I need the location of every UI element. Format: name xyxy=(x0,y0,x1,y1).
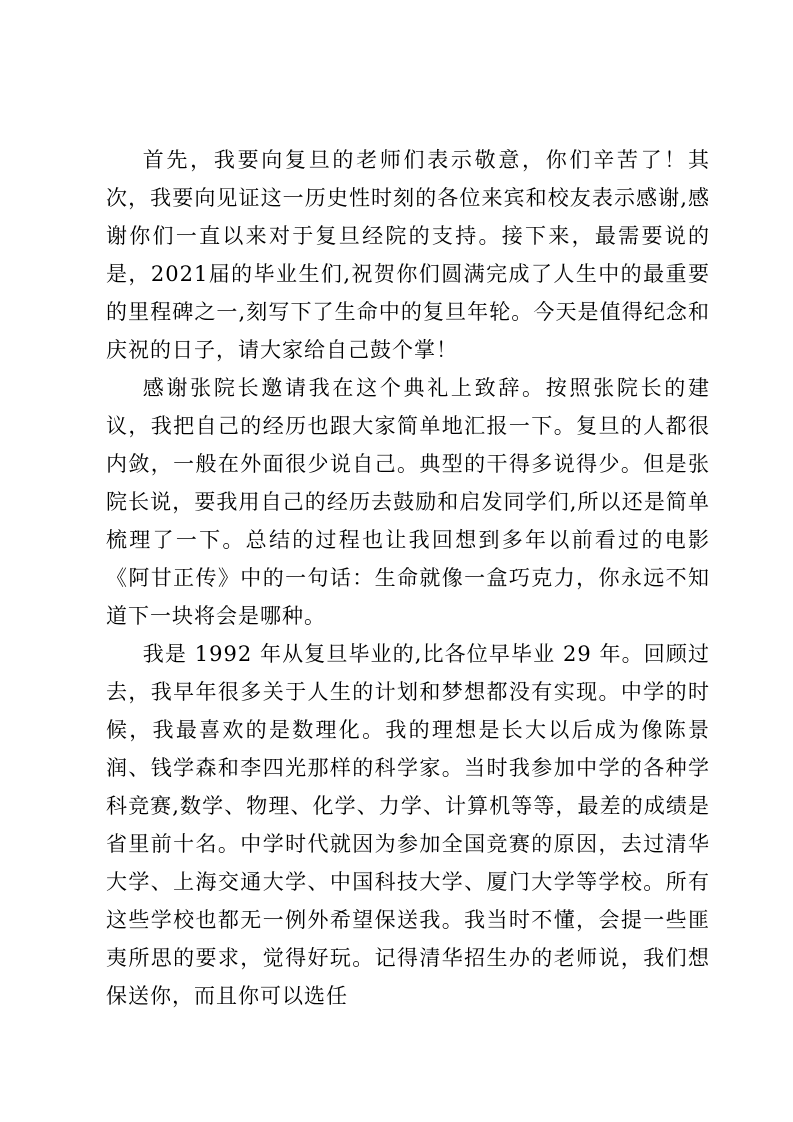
paragraph-personal-history: 我是 1992 年从复旦毕业的,比各位早毕业 29 年。回顾过去，我早年很多关于人生的计划和梦想都没有实现。中学的时候，我最喜欢的是数理化。我的理想是长大以后成为像陈景润、钱学森和李四光那样的科学家。当时我参加中学的各种学科竞赛,数学、物理、化学、力学、计算机等等，最差的成绩是省里前十名。中学时代就因为参加全国竞赛的原因，去过清华大学、上海交通大学、中国科技大学、厦门大学等学校。所有这些学校也都无一例外希望保送我。我当时不懂，会提一些匪夷所思的要求，觉得好玩。记得清华招生办的老师说，我们想保送你，而且你可以选任 xyxy=(106,642,710,1008)
paragraph-greeting: 首先，我要向复旦的老师们表示敬意，你们辛苦了！其次，我要向见证这一历史性时刻的各位来宾和校友表示感谢,感谢你们一直以来对于复旦经院的支持。接下来，最需要说的是，2021届的毕业生们,祝贺你们圆满完成了人生中的最重要的里程碑之一,刻写下了生命中的复旦年轮。今天是值得纪念和庆祝的日子，请大家给自己鼓个掌！ xyxy=(106,148,710,362)
document-text-body xyxy=(106,141,710,1015)
paragraph-thanks-dean: 感谢张院长邀请我在这个典礼上致辞。按照张院长的建议，我把自己的经历也跟大家简单地汇报一下。复旦的人都很内敛，一般在外面很少说自己。典型的干得多说得少。但是张院长说，要我用自己的经历去鼓励和启发同学们,所以还是简单梳理了一下。总结的过程也让我回想到多年以前看过的电影《阿甘正传》中的一句话：生命就像一盒巧克力，你永远不知道下一块将会是哪种。 xyxy=(106,376,710,628)
